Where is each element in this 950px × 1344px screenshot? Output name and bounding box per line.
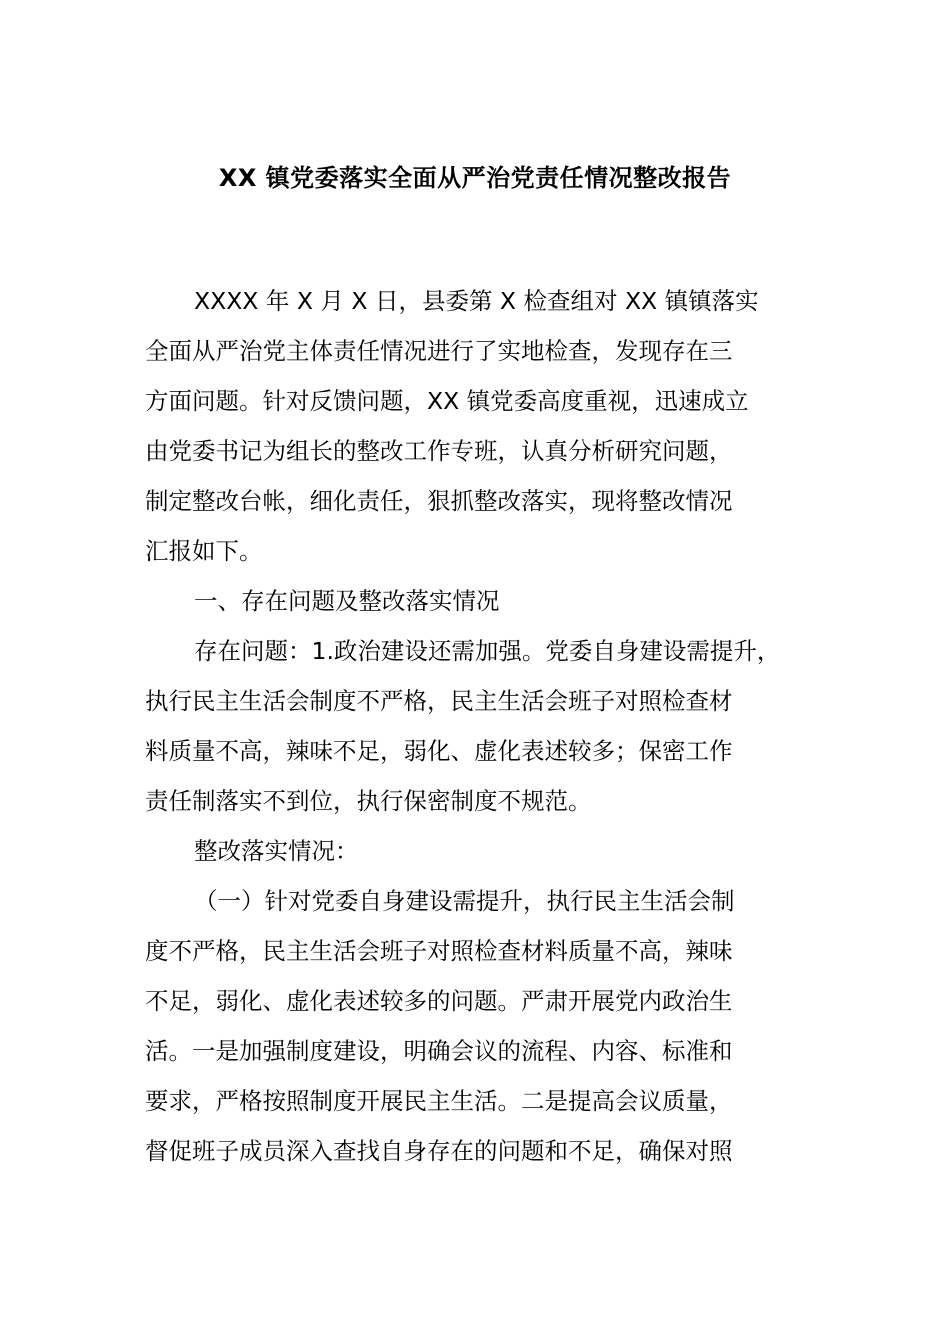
paragraph-line: 汇报如下。: [145, 537, 263, 565]
paragraph-line: 由党委书记为组长的整改工作专班，认真分析研究问题，: [145, 437, 733, 465]
paragraph-line: 要求，严格按照制度开展民主生活。二是提高会议质量，: [145, 1087, 733, 1115]
paragraph-line: 全面从严治党主体责任情况进行了实地检查，发现存在三: [145, 337, 733, 365]
paragraph-line: 督促班子成员深入查找自身存在的问题和不足，确保对照: [145, 1137, 733, 1165]
paragraph-line: 执行民主生活会制度不严格，民主生活会班子对照检查材: [145, 687, 733, 715]
subheading: 整改落实情况：: [194, 837, 359, 865]
paragraph-line: 方面问题。针对反馈问题，XX 镇党委高度重视，迅速成立: [145, 387, 749, 415]
paragraph-line: 责任制落实不到位，执行保密制度不规范。: [145, 787, 592, 815]
paragraph-line: 度不严格，民主生活会班子对照检查材料质量不高，辣味: [145, 937, 733, 965]
document-body: [145, 276, 810, 1176]
paragraph-line: 存在问题：1.政治建设还需加强。党委自身建设需提升，: [194, 637, 781, 665]
paragraph-line: XXXX 年 X 月 X 日，县委第 X 检查组对 XX 镇镇落实: [194, 287, 759, 315]
paragraph-line: 活。一是加强制度建设，明确会议的流程、内容、标准和: [145, 1037, 733, 1065]
paragraph-line: 不足，弱化、虚化表述较多的问题。严肃开展党内政治生: [145, 987, 733, 1015]
paragraph-line: 制定整改台帐，细化责任，狠抓整改落实，现将整改情况: [145, 487, 733, 515]
document-title: XX 镇党委落实全面从严治党责任情况整改报告: [218, 164, 732, 192]
section-heading: 一、存在问题及整改落实情况: [194, 587, 500, 615]
paragraph-line: （一）针对党委自身建设需提升，执行民主生活会制: [194, 887, 735, 915]
paragraph-line: 料质量不高，辣味不足，弱化、虚化表述较多；保密工作: [145, 737, 733, 765]
